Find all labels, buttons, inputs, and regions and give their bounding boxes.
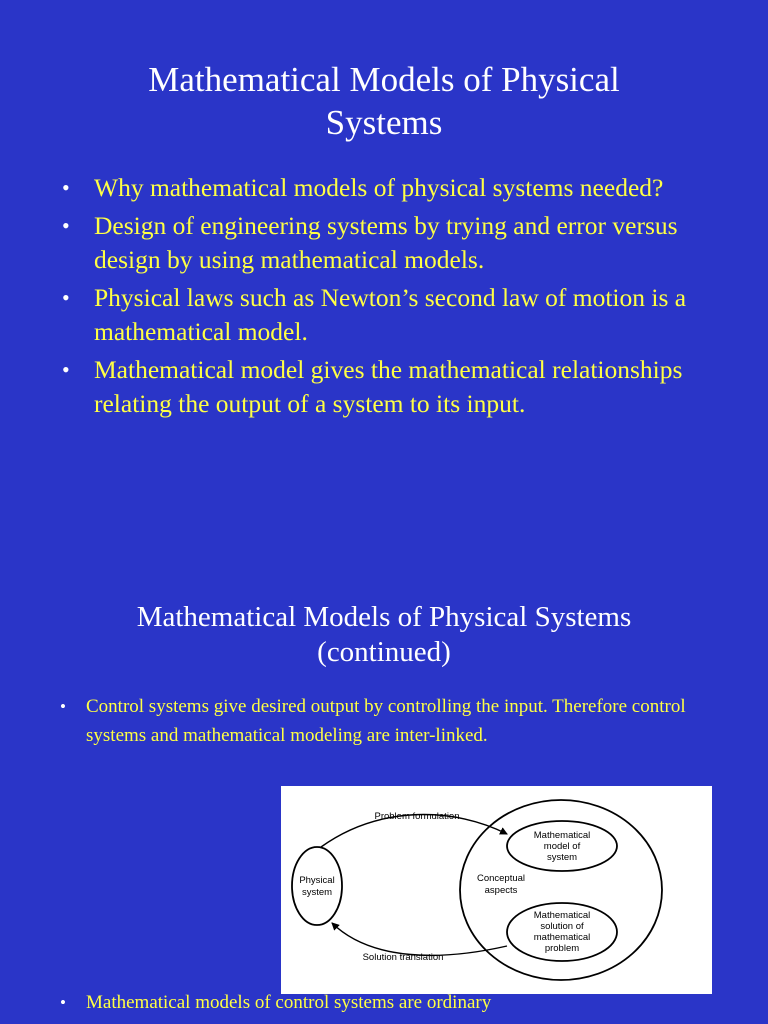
bullet-icon: • [62,213,70,238]
bullet-icon: • [60,697,66,716]
bullet-item [62,171,722,205]
slide-2-bottom-bullet-list [60,988,710,1017]
slide-2-title [0,600,768,670]
slide-2-bullet-list [60,692,710,750]
mathematical-solution-label-line-1: Mathematical [533,910,591,921]
mathematical-solution-label-line-2: solution of [540,921,584,932]
bullet-text: Control systems give desired output by controlling the input. Therefore control systems and mathematical modeling are inter-linked. [86,696,686,746]
slide-1-title-line-2: Systems [325,103,443,142]
physical-system-label-line-2: system [301,887,333,898]
physical-system-node [292,847,342,925]
bullet-icon: • [60,993,66,1012]
solution-translation-label: Solution translation [362,952,444,963]
bullet-text: Mathematical model gives the mathematical relationships relating the output of a system to its input. [94,355,683,418]
problem-formulation-label: Problem formulation [374,811,460,822]
slide-1-bullet-list [62,171,722,425]
slide-2 [0,512,768,1024]
bullet-text: Mathematical models of control systems are ordinary [86,992,492,1013]
bullet-icon: • [62,285,70,310]
slide-1-title [0,58,768,144]
bullet-item [60,988,710,1017]
bullet-text: Design of engineering systems by trying and error versus design by using mathematical models. [94,211,678,274]
mathematical-model-label-line-2: model of [543,841,581,852]
modeling-process-diagram [281,786,712,994]
slide-2-title-line-1: Mathematical Models of Physical Systems [136,601,632,633]
mathematical-solution-label-line-3: mathematical [533,932,591,943]
conceptual-aspects-label-line-1: Conceptual [476,873,526,884]
bullet-text: Why mathematical models of physical systems needed? [94,173,664,202]
bullet-icon: • [62,357,70,382]
mathematical-model-label-line-3: system [546,852,578,863]
physical-system-label-line-1: Physical [299,875,335,886]
diagram-svg [281,786,712,994]
slide-2-title-line-2: (continued) [317,636,451,668]
bullet-item [62,353,722,421]
bullet-icon: • [62,175,70,200]
slide-1-title-line-1: Mathematical Models of Physical [148,60,620,99]
conceptual-aspects-label-line-2: aspects [484,885,518,896]
mathematical-model-label-line-1: Mathematical [533,830,591,841]
bullet-item [60,692,710,750]
solution-translation-arrow [332,923,507,955]
mathematical-solution-label-line-4: problem [544,943,580,954]
bullet-item [62,209,722,277]
bullet-item [62,281,722,349]
bullet-text: Physical laws such as Newton’s second law of motion is a mathematical model. [94,283,687,346]
